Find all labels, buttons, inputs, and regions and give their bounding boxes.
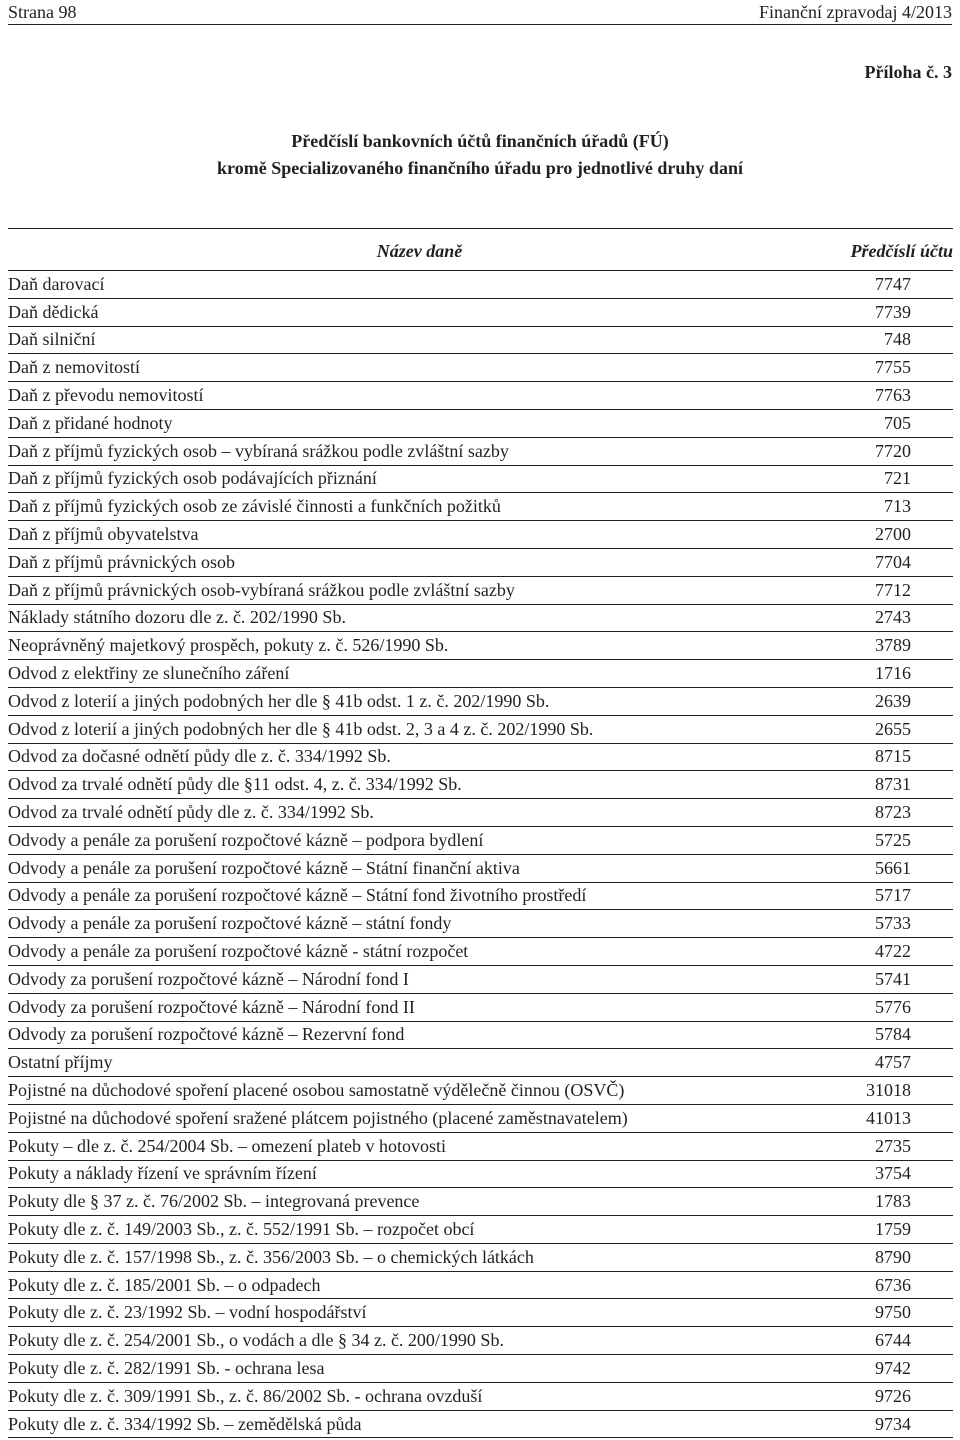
- account-prefix-cell: 5784: [751, 1021, 953, 1049]
- account-prefix-cell: 6744: [751, 1327, 953, 1355]
- tax-name-cell: Pokuty dle z. č. 254/2001 Sb., o vodách a dle § 34 z. č. 200/1990 Sb.: [8, 1327, 751, 1355]
- table-row: [8, 993, 953, 1021]
- account-prefix-cell: 9742: [751, 1355, 953, 1383]
- tax-name-cell: Pokuty dle z. č. 149/2003 Sb., z. č. 552/1991 Sb. – rozpočet obcí: [8, 1216, 751, 1244]
- tax-name-cell: Daň z příjmů právnických osob-vybíraná srážkou podle zvláštní sazby: [8, 576, 751, 604]
- tax-name-cell: Daň z příjmů fyzických osob podávajících přiznání: [8, 465, 751, 493]
- tax-name-cell: Ostatní příjmy: [8, 1049, 751, 1077]
- account-prefix-cell: 5717: [751, 882, 953, 910]
- table-row: [8, 660, 953, 688]
- tax-name-cell: Daň darovací: [8, 271, 751, 299]
- table-body: [8, 271, 953, 1438]
- tax-name-cell: Odvody a penále za porušení rozpočtové kázně – podpora bydlení: [8, 826, 751, 854]
- table-row: [8, 771, 953, 799]
- account-prefix-cell: 2735: [751, 1132, 953, 1160]
- account-prefix-cell: 7747: [751, 271, 953, 299]
- table-row: [8, 1355, 953, 1383]
- account-prefix-cell: 31018: [751, 1077, 953, 1105]
- journal-name: Finanční zpravodaj 4/2013: [759, 1, 952, 22]
- account-prefix-cell: 8715: [751, 743, 953, 771]
- tax-name-cell: Pokuty a náklady řízení ve správním řízení: [8, 1160, 751, 1188]
- account-prefix-cell: 9726: [751, 1382, 953, 1410]
- table-row: [8, 604, 953, 632]
- table-row: [8, 576, 953, 604]
- tax-name-cell: Daň z příjmů fyzických osob – vybíraná srážkou podle zvláštní sazby: [8, 437, 751, 465]
- table-row: [8, 1216, 953, 1244]
- table-row: [8, 1132, 953, 1160]
- table-row: [8, 437, 953, 465]
- account-prefix-cell: 1783: [751, 1188, 953, 1216]
- tax-name-cell: Odvod z elektřiny ze slunečního záření: [8, 660, 751, 688]
- account-prefix-cell: 7739: [751, 298, 953, 326]
- account-prefix-cell: 2655: [751, 715, 953, 743]
- table-row: [8, 743, 953, 771]
- account-prefix-cell: 5725: [751, 826, 953, 854]
- tax-name-cell: Pokuty dle z. č. 23/1992 Sb. – vodní hospodářství: [8, 1299, 751, 1327]
- account-prefix-cell: 8790: [751, 1243, 953, 1271]
- table-row: [8, 298, 953, 326]
- account-prefix-cell: 9734: [751, 1410, 953, 1438]
- account-prefix-cell: 2639: [751, 687, 953, 715]
- tax-name-cell: Daň z převodu nemovitostí: [8, 382, 751, 410]
- table-row: [8, 326, 953, 354]
- table-row: [8, 1243, 953, 1271]
- table-row: [8, 799, 953, 827]
- table-row: [8, 715, 953, 743]
- account-prefix-cell: 3754: [751, 1160, 953, 1188]
- account-prefix-cell: 6736: [751, 1271, 953, 1299]
- tax-name-cell: Pojistné na důchodové spoření placené osobou samostatně výdělečně činnou (OSVČ): [8, 1077, 751, 1105]
- table-row: [8, 1021, 953, 1049]
- account-prefix-cell: 1716: [751, 660, 953, 688]
- column-header-account-prefix: Předčíslí účtu: [751, 229, 953, 271]
- tax-name-cell: Odvody a penále za porušení rozpočtové kázně – státní fondy: [8, 910, 751, 938]
- account-prefix-cell: 9750: [751, 1299, 953, 1327]
- account-prefix-cell: 7712: [751, 576, 953, 604]
- table-row: [8, 354, 953, 382]
- account-prefix-cell: 721: [751, 465, 953, 493]
- tax-name-cell: Pokuty dle z. č. 282/1991 Sb. - ochrana lesa: [8, 1355, 751, 1383]
- account-prefix-cell: 705: [751, 409, 953, 437]
- tax-name-cell: Odvody a penále za porušení rozpočtové kázně - státní rozpočet: [8, 938, 751, 966]
- tax-name-cell: Daň z příjmů právnických osob: [8, 548, 751, 576]
- account-prefix-cell: 7755: [751, 354, 953, 382]
- table-row: [8, 1410, 953, 1438]
- table-row: [8, 382, 953, 410]
- account-prefix-cell: 1759: [751, 1216, 953, 1244]
- tax-name-cell: Pokuty dle z. č. 309/1991 Sb., z. č. 86/2002 Sb. - ochrana ovzduší: [8, 1382, 751, 1410]
- tax-name-cell: Daň z nemovitostí: [8, 354, 751, 382]
- tax-name-cell: Odvody za porušení rozpočtové kázně – Národní fond I: [8, 965, 751, 993]
- table-row: [8, 1299, 953, 1327]
- tax-name-cell: Daň dědická: [8, 298, 751, 326]
- table-row: [8, 687, 953, 715]
- tax-name-cell: Daň z příjmů obyvatelstva: [8, 521, 751, 549]
- running-header: [8, 0, 952, 25]
- table-row: [8, 1188, 953, 1216]
- tax-name-cell: Odvod z loterií a jiných podobných her dle § 41b odst. 1 z. č. 202/1990 Sb.: [8, 687, 751, 715]
- account-prefix-cell: 7720: [751, 437, 953, 465]
- table-row: [8, 493, 953, 521]
- account-prefix-cell: 4722: [751, 938, 953, 966]
- account-prefix-cell: 8731: [751, 771, 953, 799]
- account-prefix-table: [8, 228, 953, 1438]
- table-row: [8, 548, 953, 576]
- tax-name-cell: Odvod za trvalé odnětí půdy dle z. č. 334/1992 Sb.: [8, 799, 751, 827]
- document-title: [0, 128, 960, 182]
- table-row: [8, 910, 953, 938]
- account-prefix-cell: 5776: [751, 993, 953, 1021]
- account-prefix-cell: 5661: [751, 854, 953, 882]
- account-prefix-cell: 2700: [751, 521, 953, 549]
- table-row: [8, 521, 953, 549]
- table-row: [8, 965, 953, 993]
- table-header-row: [8, 229, 953, 271]
- appendix-label: Příloha č. 3: [864, 62, 952, 82]
- tax-name-cell: Odvody a penále za porušení rozpočtové kázně – Státní fond životního prostředí: [8, 882, 751, 910]
- tax-name-cell: Pokuty dle z. č. 185/2001 Sb. – o odpadech: [8, 1271, 751, 1299]
- tax-name-cell: Náklady státního dozoru dle z. č. 202/1990 Sb.: [8, 604, 751, 632]
- table-row: [8, 1049, 953, 1077]
- table-row: [8, 1327, 953, 1355]
- table-row: [8, 854, 953, 882]
- tax-name-cell: Odvody za porušení rozpočtové kázně – Rezervní fond: [8, 1021, 751, 1049]
- tax-name-cell: Pojistné na důchodové spoření sražené plátcem pojistného (placené zaměstnavatelem): [8, 1104, 751, 1132]
- table-row: [8, 1160, 953, 1188]
- tax-name-cell: Pokuty dle z. č. 334/1992 Sb. – zemědělská půda: [8, 1410, 751, 1438]
- table-row: [8, 1271, 953, 1299]
- table-row: [8, 826, 953, 854]
- table-row: [8, 1077, 953, 1105]
- table-row: [8, 632, 953, 660]
- column-header-tax-name: Název daně: [8, 229, 751, 271]
- table-row: [8, 1382, 953, 1410]
- table-row: [8, 882, 953, 910]
- tax-name-cell: Odvod za dočasné odnětí půdy dle z. č. 334/1992 Sb.: [8, 743, 751, 771]
- account-prefix-cell: 748: [751, 326, 953, 354]
- tax-name-cell: Odvody za porušení rozpočtové kázně – Národní fond II: [8, 993, 751, 1021]
- title-line-2: kromě Specializovaného finančního úřadu pro jednotlivé druhy daní: [217, 158, 743, 178]
- tax-name-cell: Odvod z loterií a jiných podobných her dle § 41b odst. 2, 3 a 4 z. č. 202/1990 Sb.: [8, 715, 751, 743]
- tax-name-cell: Pokuty dle § 37 z. č. 76/2002 Sb. – integrovaná prevence: [8, 1188, 751, 1216]
- tax-name-cell: Daň z příjmů fyzických osob ze závislé činnosti a funkčních požitků: [8, 493, 751, 521]
- account-prefix-cell: 5741: [751, 965, 953, 993]
- table-row: [8, 1104, 953, 1132]
- account-prefix-cell: 2743: [751, 604, 953, 632]
- account-prefix-cell: 3789: [751, 632, 953, 660]
- table-row: [8, 938, 953, 966]
- tax-name-cell: Pokuty dle z. č. 157/1998 Sb., z. č. 356/2003 Sb. – o chemických látkách: [8, 1243, 751, 1271]
- account-prefix-cell: 7763: [751, 382, 953, 410]
- tax-name-cell: Odvod za trvalé odnětí půdy dle §11 odst. 4, z. č. 334/1992 Sb.: [8, 771, 751, 799]
- tax-name-cell: Daň silniční: [8, 326, 751, 354]
- account-prefix-cell: 41013: [751, 1104, 953, 1132]
- table-row: [8, 409, 953, 437]
- tax-name-cell: Pokuty – dle z. č. 254/2004 Sb. – omezení plateb v hotovosti: [8, 1132, 751, 1160]
- account-prefix-cell: 713: [751, 493, 953, 521]
- tax-name-cell: Neoprávněný majetkový prospěch, pokuty z. č. 526/1990 Sb.: [8, 632, 751, 660]
- account-prefix-cell: 5733: [751, 910, 953, 938]
- account-prefix-cell: 8723: [751, 799, 953, 827]
- title-line-1: Předčíslí bankovních účtů finančních úřadů (FÚ): [291, 131, 669, 151]
- account-prefix-cell: 7704: [751, 548, 953, 576]
- account-prefix-cell: 4757: [751, 1049, 953, 1077]
- table-row: [8, 271, 953, 299]
- tax-name-cell: Odvody a penále za porušení rozpočtové kázně – Státní finanční aktiva: [8, 854, 751, 882]
- page-number: Strana 98: [8, 1, 77, 22]
- table-row: [8, 465, 953, 493]
- tax-name-cell: Daň z přidané hodnoty: [8, 409, 751, 437]
